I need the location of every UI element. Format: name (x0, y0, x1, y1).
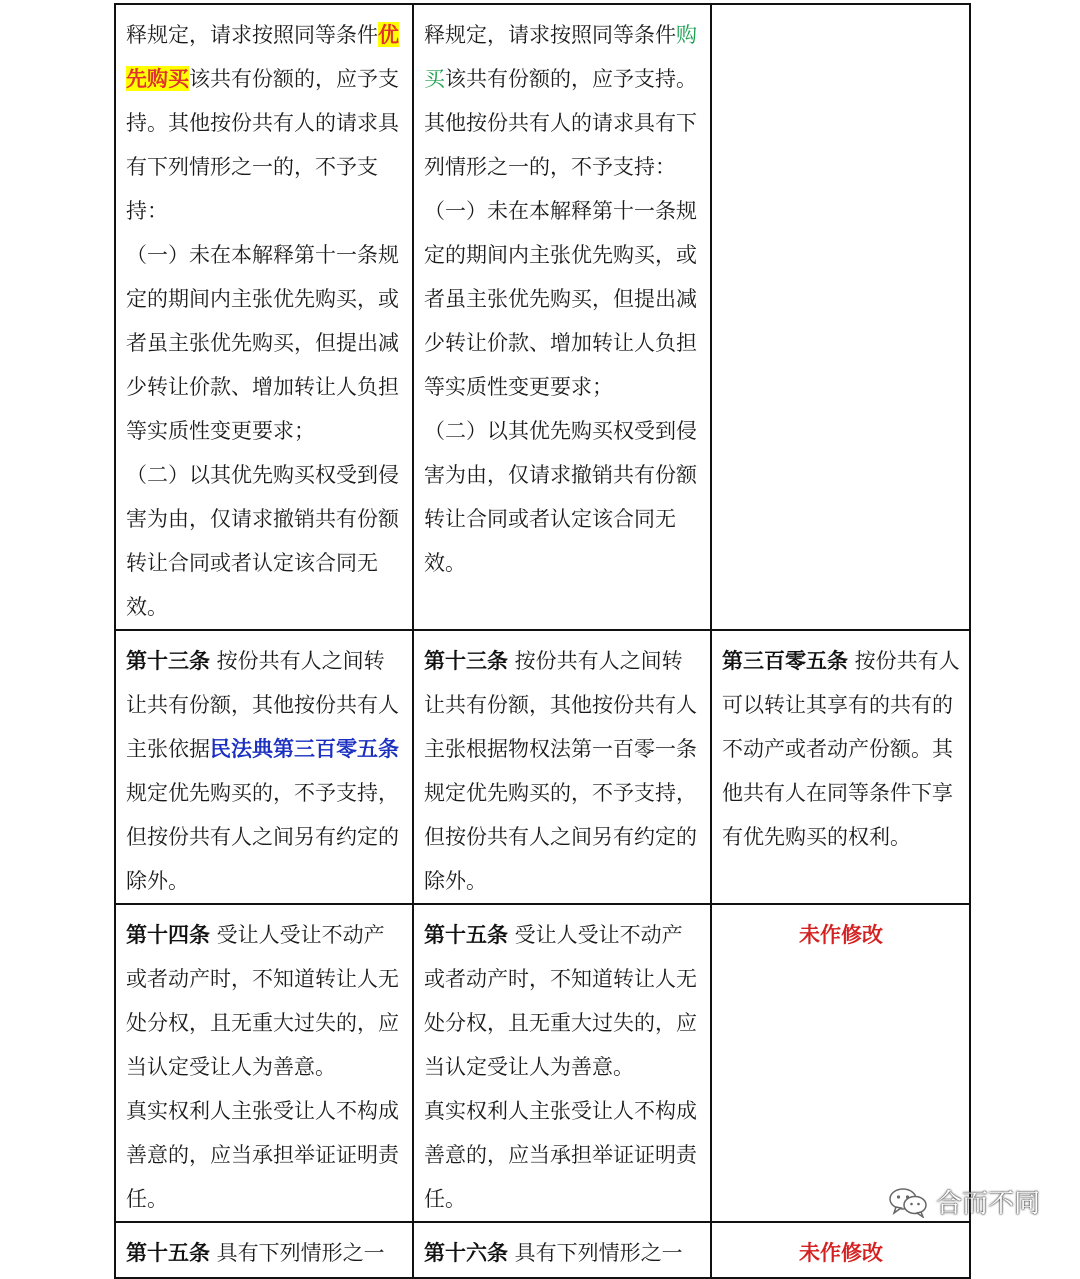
list-item: （一）未在本解释第十一条规定的期间内主张优先购买，或者虽主张优先购买，但提出减少转让价款、增加转让人负担等实质性变更要求； (424, 199, 697, 399)
article-number: 第十六条 (424, 1240, 508, 1265)
comparison-table (114, 3, 971, 1279)
list-item: （二）以其优先购买权受到侵害为由，仅请求撤销共有份额转让合同或者认定该合同无效。 (424, 419, 697, 575)
paragraph: 第十三条 按份共有人之间转让共有份额，其他按份共有人主张依据民法典第三百零五条规定优先购买的，不予支持，但按份共有人之间另有约定的除外。 (126, 648, 399, 893)
cell-new-interpretation (115, 904, 413, 1222)
civil-code-reference: 民法典第三百零五条 (210, 736, 399, 761)
cell-civil-code (711, 630, 970, 904)
article-number: 第十三条 (424, 648, 508, 673)
article-number: 第十四条 (126, 922, 210, 947)
cell-civil-code (711, 904, 970, 1222)
cell-old-interpretation (413, 630, 711, 904)
list-item: （一）未在本解释第十一条规定的期间内主张优先购买，或者虽主张优先购买，但提出减少转让价款、增加转让人负担等实质性变更要求； (126, 243, 399, 443)
paragraph: 释规定，请求按照同等条件优先购买该共有份额的，应予支持。其他按份共有人的请求具有下列情形之一的，不予支持： (126, 22, 399, 223)
cell-old-interpretation (413, 1222, 711, 1278)
table-row (115, 1222, 970, 1278)
paragraph: 第十五条 受让人受让不动产或者动产时，不知道转让人无处分权，且无重大过失的，应当认定受让人为善意。 (424, 922, 697, 1079)
highlight-text: 优先购买 (126, 22, 399, 91)
paragraph: 第十五条 具有下列情形之一 (126, 1240, 385, 1265)
list-item: （二）以其优先购买权受到侵害为由，仅请求撤销共有份额转让合同或者认定该合同无效。 (126, 463, 399, 619)
paragraph: 释规定，请求按照同等条件购买该共有份额的，应予支持。其他按份共有人的请求具有下列情形之一的，不予支持： (424, 23, 697, 179)
cell-civil-code (711, 4, 970, 630)
table-row (115, 630, 970, 904)
cell-new-interpretation (115, 4, 413, 630)
watermark (888, 1183, 1040, 1220)
table-row (115, 4, 970, 630)
unchanged-note: 未作修改 (799, 922, 883, 947)
paragraph: 真实权利人主张受让人不构成善意的，应当承担举证证明责任。 (424, 1099, 697, 1211)
article-number: 第十五条 (126, 1240, 210, 1265)
cell-civil-code (711, 1222, 970, 1278)
article-number: 第十三条 (126, 648, 210, 673)
green-text: 购买 (424, 23, 697, 91)
watermark-text: 合而不同 (936, 1189, 1041, 1219)
article-number: 第三百零五条 (722, 648, 848, 673)
cell-new-interpretation (115, 630, 413, 904)
unchanged-note: 未作修改 (799, 1240, 883, 1265)
cell-old-interpretation (413, 904, 711, 1222)
paragraph: 第十四条 受让人受让不动产或者动产时，不知道转让人无处分权，且无重大过失的，应当认定受让人为善意。 (126, 922, 399, 1079)
cell-new-interpretation (115, 1222, 413, 1278)
cell-old-interpretation (413, 4, 711, 630)
wechat-icon (888, 1186, 928, 1218)
paragraph: 第十三条 按份共有人之间转让共有份额，其他按份共有人主张根据物权法第一百零一条规定优先购买的，不予支持，但按份共有人之间另有约定的除外。 (424, 648, 697, 893)
article-number: 第十五条 (424, 922, 508, 947)
paragraph: 真实权利人主张受让人不构成善意的，应当承担举证证明责任。 (126, 1099, 399, 1211)
paragraph: 第三百零五条 按份共有人可以转让其享有的共有的不动产或者动产份额。其他共有人在同等条件下享有优先购买的权利。 (722, 648, 960, 849)
table-row (115, 904, 970, 1222)
paragraph: 第十六条 具有下列情形之一 (424, 1240, 683, 1265)
